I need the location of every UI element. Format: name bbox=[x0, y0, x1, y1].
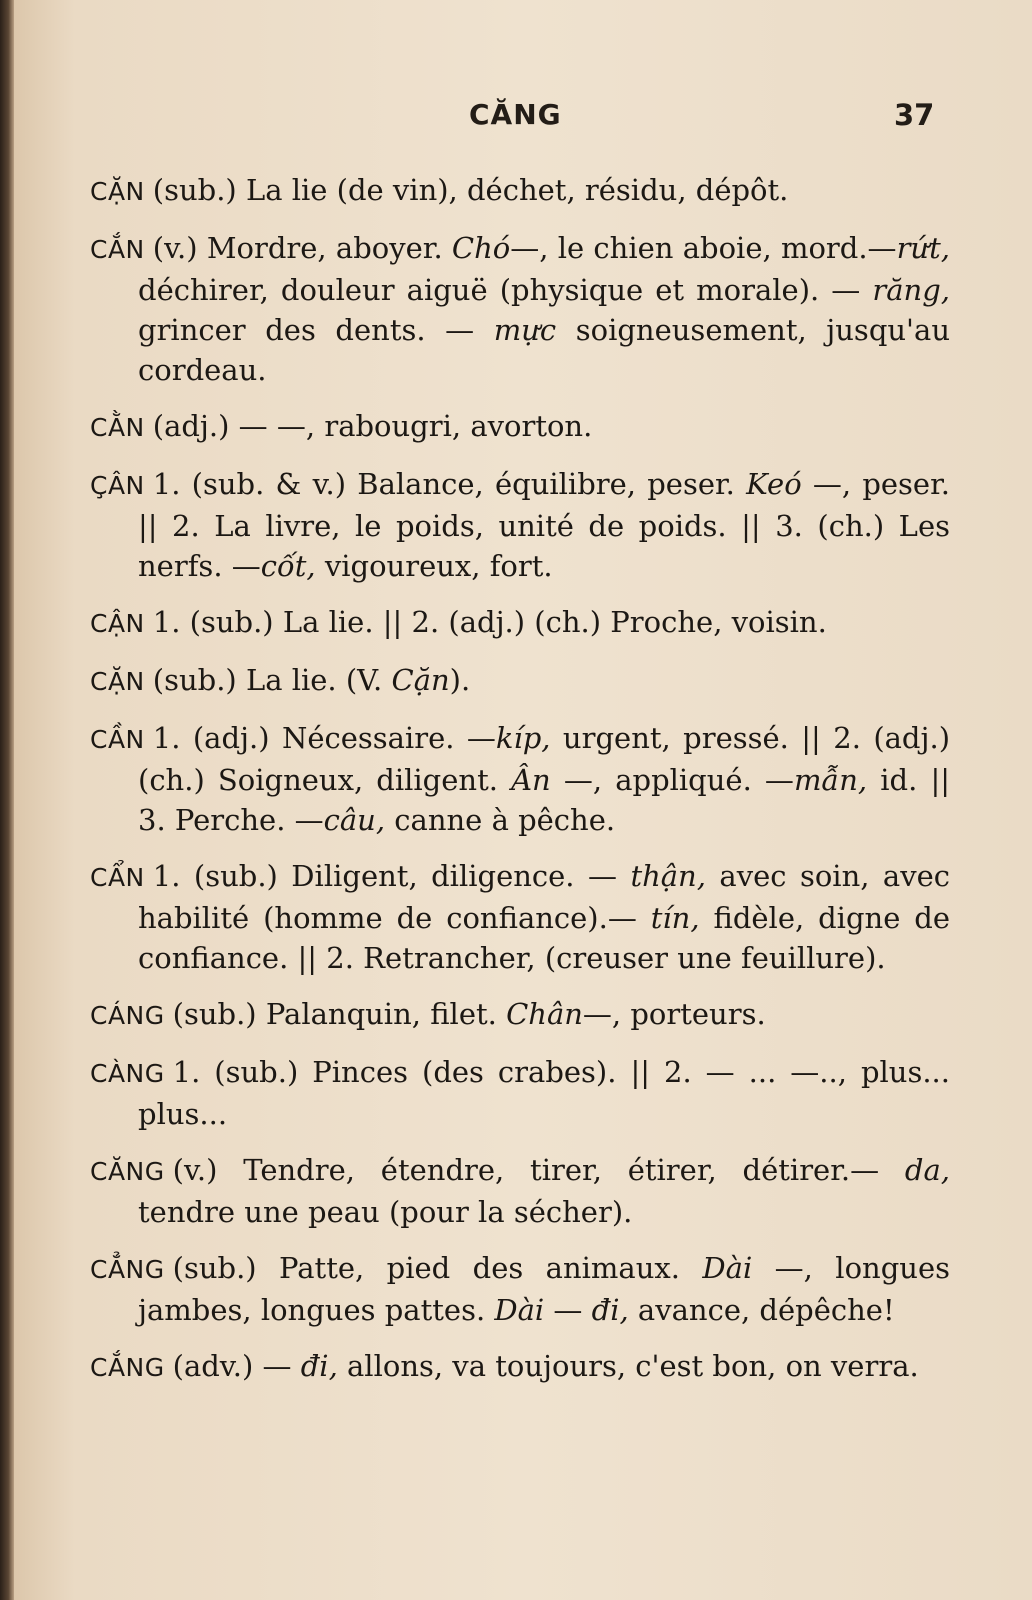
running-head: CĂNG bbox=[469, 98, 562, 131]
entry-italic-term: tín, bbox=[650, 901, 700, 935]
entry-italic-term: kíp, bbox=[495, 721, 551, 755]
page-number: 37 bbox=[894, 98, 935, 132]
entry-definition-text: déchirer, douleur aiguë (physique et morale). — bbox=[138, 273, 873, 307]
dictionary-entry bbox=[90, 464, 950, 586]
entry-definition-text: (sub.) La lie. (V. bbox=[152, 663, 392, 697]
entry-definition-text: (sub.) Patte, pied des animaux. bbox=[172, 1251, 703, 1285]
entry-italic-term: thận, bbox=[630, 859, 706, 893]
entry-headword: CẮN bbox=[90, 235, 145, 264]
dictionary-entries bbox=[90, 170, 950, 1404]
entry-definition-text: 1. (sub. & v.) Balance, équilibre, peser. bbox=[152, 467, 747, 501]
entry-italic-term: cốt, bbox=[260, 549, 316, 583]
entry-headword: ÇÂN bbox=[90, 471, 145, 500]
entry-definition-text: —, appliqué. — bbox=[550, 763, 794, 797]
entry-definition-text: id. || 3. Perche. — bbox=[138, 763, 950, 837]
entry-definition-text: (adv.) — bbox=[172, 1349, 301, 1383]
entry-italic-term: đi, bbox=[591, 1293, 629, 1327]
entry-italic-term: răng, bbox=[872, 273, 950, 307]
entry-italic-term: câu, bbox=[323, 803, 386, 837]
entry-definition-text: avance, dépêche! bbox=[628, 1293, 895, 1327]
entry-definition-text: canne à pêche. bbox=[385, 803, 616, 837]
entry-definition-text: (v.) Mordre, aboyer. bbox=[152, 231, 452, 265]
entry-definition-text: (sub.) La lie (de vin), déchet, résidu, dépôt. bbox=[152, 173, 789, 207]
dictionary-entry bbox=[90, 1248, 950, 1330]
entry-headword: CẮNG bbox=[90, 1353, 165, 1382]
entry-definition-text: — bbox=[544, 1293, 592, 1327]
entry-headword: CẨN bbox=[90, 863, 145, 892]
entry-definition-text: allons, va toujours, c'est bon, on verra. bbox=[337, 1349, 919, 1383]
entry-headword: CĂNG bbox=[90, 1157, 165, 1186]
entry-definition-text: (sub.) Palanquin, filet. bbox=[172, 997, 507, 1031]
entry-definition-text: 1. (sub.) Pinces (des crabes). || 2. — ... —.., plus... plus... bbox=[138, 1055, 950, 1131]
entry-definition-text: (v.) Tendre, étendre, tirer, étirer, détirer.— bbox=[172, 1153, 905, 1187]
entry-definition-text: fidèle, digne de confiance. || 2. Retrancher, (creuser une feuillure). bbox=[138, 901, 950, 975]
entry-definition-text: vigoureux, fort. bbox=[315, 549, 553, 583]
entry-definition-text: 1. (sub.) Diligent, diligence. — bbox=[152, 859, 631, 893]
entry-italic-term: da, bbox=[904, 1153, 950, 1187]
entry-italic-term: Cặn bbox=[391, 663, 450, 697]
page-header bbox=[14, 98, 1032, 148]
entry-definition-text: —, peser. || 2. La livre, le poids, unité de poids. || 3. (ch.) Les nerfs. — bbox=[138, 467, 950, 583]
entry-italic-term: Ân bbox=[511, 763, 551, 797]
entry-headword: CÀNG bbox=[90, 1059, 165, 1088]
entry-definition-text: grincer des dents. — bbox=[138, 313, 494, 347]
entry-headword: CẬN bbox=[90, 609, 145, 638]
entry-headword: CẦN bbox=[90, 725, 145, 754]
entry-definition-text: (adj.) — —, rabougri, avorton. bbox=[152, 409, 593, 443]
entry-italic-term: đi, bbox=[300, 1349, 338, 1383]
entry-definition-text: —, porteurs. bbox=[582, 997, 766, 1031]
dictionary-entry bbox=[90, 602, 950, 644]
entry-italic-term: mẫn, bbox=[793, 763, 868, 797]
entry-definition-text: urgent, pressé. || 2. (adj.) (ch.) Soigneux, diligent. bbox=[138, 721, 951, 797]
dictionary-entry bbox=[90, 1346, 950, 1388]
entry-headword: CÁNG bbox=[90, 1001, 165, 1030]
entry-definition-text: —, longues jambes, longues pattes. bbox=[138, 1251, 951, 1327]
dictionary-entry bbox=[90, 228, 950, 390]
entry-definition-text: soigneusement, jusqu'au cordeau. bbox=[138, 313, 950, 387]
entry-definition-text: 1. (adj.) Nécessaire. — bbox=[152, 721, 496, 755]
entry-italic-term: Chân bbox=[506, 997, 583, 1031]
book-page bbox=[14, 0, 1032, 1600]
entry-italic-term: Dài bbox=[494, 1293, 545, 1327]
entry-definition-text: 1. (sub.) La lie. || 2. (adj.) (ch.) Proche, voisin. bbox=[152, 605, 827, 639]
entry-headword: CẶN bbox=[90, 667, 145, 696]
entry-headword: CẰN bbox=[90, 413, 145, 442]
dictionary-entry bbox=[90, 660, 950, 702]
entry-definition-text: —, le chien aboie, mord.— bbox=[510, 231, 897, 265]
entry-definition-text: ). bbox=[449, 663, 471, 697]
entry-definition-text: avec soin, avec habilité (homme de confiance).— bbox=[138, 859, 950, 935]
book-spine-shadow bbox=[0, 0, 14, 1600]
entry-italic-term: rứt, bbox=[896, 231, 950, 265]
dictionary-entry bbox=[90, 718, 950, 840]
entry-definition-text: tendre une peau (pour la sécher). bbox=[138, 1195, 633, 1229]
dictionary-entry bbox=[90, 170, 950, 212]
dictionary-entry bbox=[90, 994, 950, 1036]
entry-headword: CẶN bbox=[90, 177, 145, 206]
entry-headword: CẲNG bbox=[90, 1255, 165, 1284]
entry-italic-term: mực bbox=[493, 313, 557, 347]
entry-italic-term: Chó bbox=[451, 231, 511, 265]
dictionary-entry bbox=[90, 856, 950, 978]
entry-italic-term: Dài bbox=[702, 1251, 753, 1285]
dictionary-entry bbox=[90, 1150, 950, 1232]
dictionary-entry bbox=[90, 1052, 950, 1134]
entry-italic-term: Keó bbox=[746, 467, 802, 501]
dictionary-entry bbox=[90, 406, 950, 448]
